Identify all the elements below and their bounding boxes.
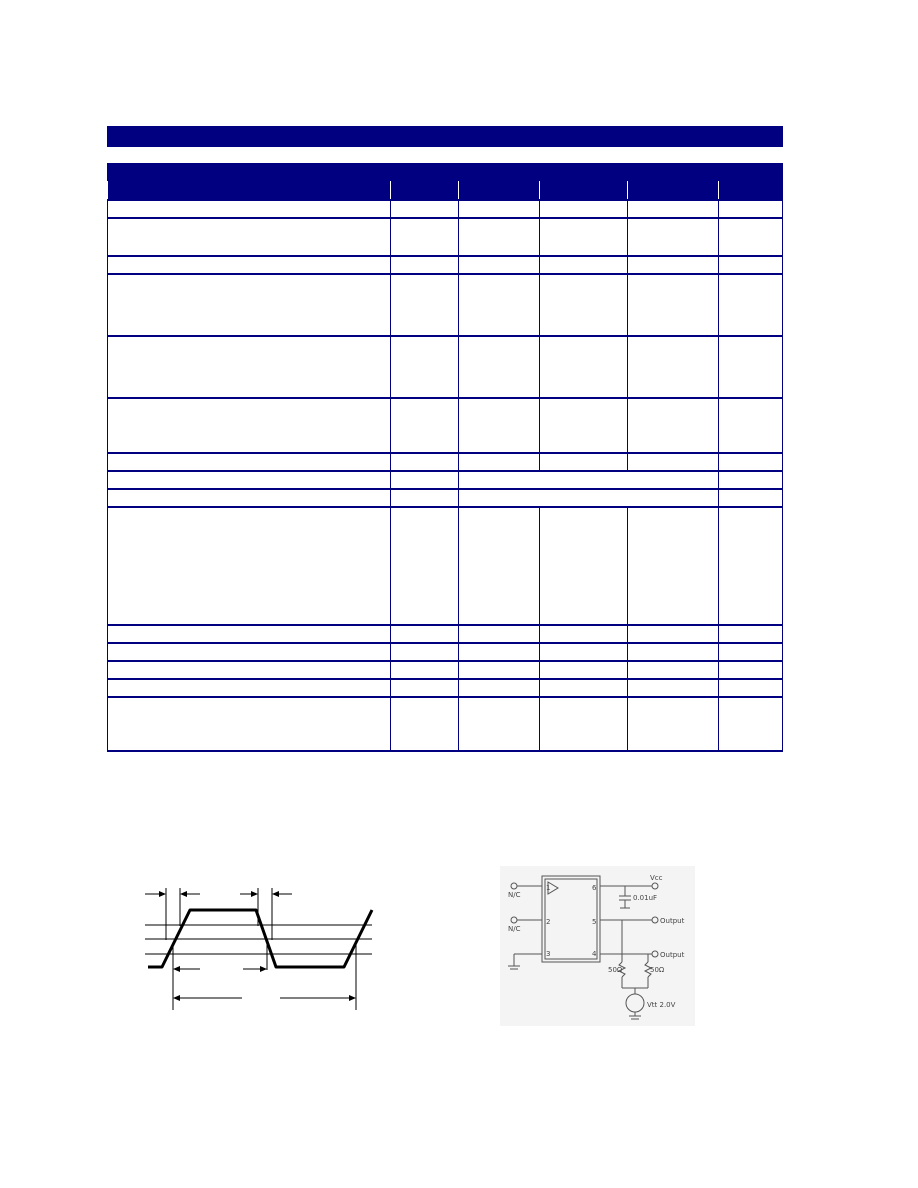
table-row xyxy=(108,679,783,697)
table-cell xyxy=(540,453,628,471)
table-cell xyxy=(628,625,719,643)
table-cell xyxy=(391,489,459,507)
table-cell xyxy=(719,200,783,218)
col-header-typ xyxy=(540,181,628,201)
table-row xyxy=(108,697,783,751)
table-row xyxy=(108,200,783,218)
table-cell xyxy=(108,200,391,218)
table-cell xyxy=(719,398,783,453)
table-cell xyxy=(459,697,540,751)
table-cell xyxy=(459,398,540,453)
table-cell xyxy=(628,507,719,625)
pin-number-4: 4 xyxy=(592,950,597,958)
table-cell xyxy=(719,679,783,697)
table-cell xyxy=(108,336,391,398)
table-cell xyxy=(459,625,540,643)
table-cell xyxy=(719,274,783,336)
table-cell xyxy=(459,679,540,697)
capacitor-label: 0.01uF xyxy=(633,894,658,902)
table-cell xyxy=(540,200,628,218)
table-row xyxy=(108,625,783,643)
table-row xyxy=(108,507,783,625)
table-cell xyxy=(540,218,628,256)
table-row xyxy=(108,471,783,489)
table-cell xyxy=(459,256,540,274)
col-header-symbol xyxy=(391,181,459,201)
table-cell xyxy=(459,274,540,336)
table-cell xyxy=(719,697,783,751)
table-cell xyxy=(108,453,391,471)
table-cell xyxy=(719,218,783,256)
table-cell xyxy=(628,256,719,274)
table-cell xyxy=(628,218,719,256)
table-row xyxy=(108,336,783,398)
table-cell xyxy=(391,643,459,661)
table-cell xyxy=(108,398,391,453)
table-cell xyxy=(391,661,459,679)
table-cell xyxy=(628,336,719,398)
pin-number-3: 3 xyxy=(546,950,551,958)
table-cell xyxy=(108,256,391,274)
section-title xyxy=(108,164,783,181)
header-banner xyxy=(107,126,783,147)
table-header-row xyxy=(108,181,783,201)
table-cell xyxy=(628,661,719,679)
table-cell xyxy=(391,471,459,489)
table-cell xyxy=(459,218,540,256)
table-cell xyxy=(108,218,391,256)
table-cell xyxy=(459,453,540,471)
table-cell xyxy=(108,697,391,751)
table-cell xyxy=(540,398,628,453)
table-cell xyxy=(108,679,391,697)
table-cell xyxy=(540,643,628,661)
col-header-min xyxy=(459,181,540,201)
table-cell xyxy=(391,218,459,256)
table-cell xyxy=(719,256,783,274)
table-cell xyxy=(628,274,719,336)
table-cell xyxy=(628,679,719,697)
pin2-label: N/C xyxy=(508,925,521,933)
table-cell xyxy=(540,336,628,398)
table-row xyxy=(108,256,783,274)
table-cell xyxy=(391,200,459,218)
table-row xyxy=(108,453,783,471)
output-waveform-diagram xyxy=(140,870,380,1015)
test-circuit-diagram xyxy=(500,866,695,1026)
table-cell xyxy=(719,643,783,661)
table-cell xyxy=(719,661,783,679)
table-row xyxy=(108,218,783,256)
table-cell xyxy=(628,398,719,453)
table-cell xyxy=(391,625,459,643)
pin-number-6: 6 xyxy=(592,884,597,892)
table-cell xyxy=(540,256,628,274)
table-row xyxy=(108,274,783,336)
table-cell xyxy=(719,336,783,398)
table-cell xyxy=(719,625,783,643)
table-cell xyxy=(459,489,719,507)
table-cell xyxy=(391,679,459,697)
table-cell xyxy=(391,274,459,336)
col-header-parameter xyxy=(108,181,391,201)
table-cell xyxy=(719,453,783,471)
table-cell xyxy=(391,256,459,274)
pin-number-2: 2 xyxy=(546,918,551,926)
pin-number-5: 5 xyxy=(592,918,597,926)
table-cell xyxy=(459,643,540,661)
table-cell xyxy=(459,471,719,489)
table-cell xyxy=(391,336,459,398)
output-label: Output xyxy=(660,951,685,959)
table-cell xyxy=(108,643,391,661)
vtt-label: Vtt 2.0V xyxy=(647,1001,676,1009)
table-cell xyxy=(108,661,391,679)
table-cell xyxy=(540,661,628,679)
table-cell xyxy=(391,398,459,453)
table-cell xyxy=(628,453,719,471)
table-row xyxy=(108,661,783,679)
table-row xyxy=(108,398,783,453)
table-cell xyxy=(108,489,391,507)
table-cell xyxy=(719,471,783,489)
table-row xyxy=(108,643,783,661)
table-cell xyxy=(540,679,628,697)
table-cell xyxy=(628,697,719,751)
col-header-max xyxy=(628,181,719,201)
col-header-units xyxy=(719,181,783,201)
table-cell xyxy=(459,336,540,398)
table-row xyxy=(108,489,783,507)
table-cell xyxy=(540,697,628,751)
table-section-bar xyxy=(108,164,783,181)
specifications-table xyxy=(107,163,783,752)
pin-number-1: 1 xyxy=(546,884,551,892)
table-cell xyxy=(459,507,540,625)
resistor-1-label: 50Ω xyxy=(608,966,623,974)
table-cell xyxy=(391,697,459,751)
table-cell xyxy=(108,274,391,336)
resistor-2-label: 50Ω xyxy=(650,966,665,974)
table-cell xyxy=(628,200,719,218)
table-cell xyxy=(540,625,628,643)
table-cell xyxy=(108,507,391,625)
table-cell xyxy=(459,661,540,679)
table-cell xyxy=(391,507,459,625)
table-cell xyxy=(719,507,783,625)
table-cell xyxy=(540,507,628,625)
table-cell xyxy=(108,471,391,489)
table-cell xyxy=(459,200,540,218)
vcc-label: Vcc xyxy=(650,874,663,882)
table-cell xyxy=(719,489,783,507)
table-cell xyxy=(391,453,459,471)
output-bar-label: Output xyxy=(660,917,685,925)
table-cell xyxy=(628,643,719,661)
table-cell xyxy=(108,625,391,643)
table-cell xyxy=(540,274,628,336)
pin1-label: N/C xyxy=(508,891,521,899)
